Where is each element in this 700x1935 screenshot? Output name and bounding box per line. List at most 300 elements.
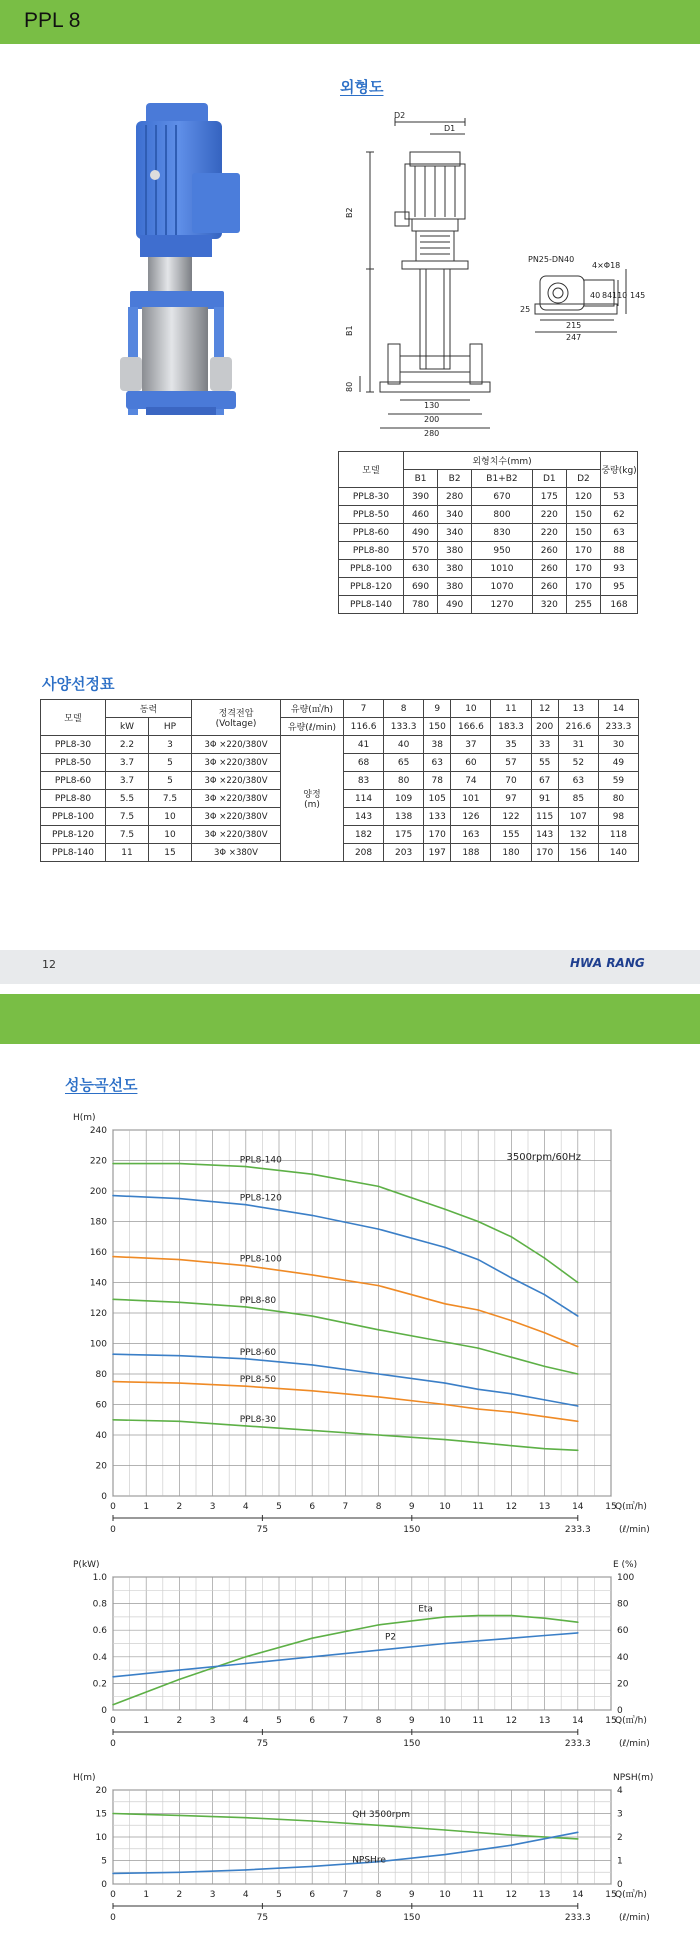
x-axis-label: Q(㎥/h) — [615, 1502, 647, 1512]
table-cell: 280 — [438, 488, 472, 506]
x-tick-label: 15 — [605, 1716, 617, 1726]
y-tick-label: 0 — [101, 1706, 107, 1716]
data-point — [112, 1256, 114, 1258]
table-cell: 260 — [532, 578, 566, 596]
x-tick-label: 10 — [439, 1502, 451, 1512]
x-tick-label: 7 — [342, 1716, 349, 1726]
spec-cell-voltage: 3Φ ×220/380V — [192, 826, 281, 844]
y-tick-label: 1.0 — [92, 1573, 107, 1583]
data-point — [245, 1358, 247, 1360]
data-point — [179, 1259, 181, 1261]
data-point — [311, 1656, 313, 1658]
table-cell: 780 — [404, 596, 438, 614]
head-value: 208 — [344, 844, 384, 862]
table-cell: PPL8-60 — [339, 524, 404, 542]
dim-d1: D1 — [444, 124, 456, 133]
performance-chart-head — [0, 1100, 700, 1540]
table-cell: 150 — [566, 524, 600, 542]
flow-lmin: 116.6 — [344, 718, 384, 736]
table-cell: 260 — [532, 560, 566, 578]
head-value: 156 — [558, 844, 598, 862]
head-value: 80 — [598, 790, 638, 808]
head-value: 170 — [424, 826, 451, 844]
table-cell: 340 — [438, 524, 472, 542]
x-tick-label: 14 — [572, 1890, 584, 1900]
flow-lmin: 216.6 — [558, 718, 598, 736]
flow-m3h: 14 — [598, 700, 638, 718]
data-point — [444, 1829, 446, 1831]
table-cell: 63 — [601, 524, 638, 542]
data-point — [477, 1408, 479, 1410]
x-tick-label: 4 — [242, 1890, 249, 1900]
x-tick-label: 14 — [572, 1502, 584, 1512]
spec-cell-kw: 3.7 — [106, 772, 149, 790]
flow-m3h: 13 — [558, 700, 598, 718]
data-point — [311, 1364, 313, 1366]
dim-25: 25 — [520, 305, 531, 314]
data-point — [112, 1419, 114, 1421]
data-point — [444, 1382, 446, 1384]
y-tick-label: 60 — [95, 1400, 107, 1411]
x-tick-label: 1 — [143, 1716, 150, 1726]
table-cell: 150 — [566, 506, 600, 524]
x-tick-label: 0 — [110, 1716, 116, 1726]
y-tick-label: 220 — [89, 1156, 107, 1167]
head-value: 83 — [344, 772, 384, 790]
x-tick-label: 13 — [538, 1716, 551, 1726]
head-value: 68 — [344, 754, 384, 772]
data-point — [311, 1315, 313, 1317]
spec-cell-kw: 2.2 — [106, 736, 149, 754]
series-label: Eta — [418, 1604, 433, 1615]
head-value: 101 — [451, 790, 491, 808]
table-cell: 380 — [438, 560, 472, 578]
head-label-cell — [281, 736, 344, 862]
series-label: PPL8-30 — [239, 1414, 277, 1425]
y-tick-label: 0.2 — [92, 1679, 107, 1690]
table-cell: 170 — [566, 542, 600, 560]
series-label: QH 3500rpm — [352, 1810, 410, 1821]
head-value: 143 — [344, 808, 384, 826]
dim-b1: B1 — [345, 325, 354, 336]
th-b1: B1 — [404, 470, 438, 488]
table-cell: 340 — [438, 506, 472, 524]
dim-40: 40 — [590, 291, 601, 300]
data-point — [577, 1373, 579, 1375]
x-tick-label: 6 — [309, 1716, 316, 1726]
data-point — [378, 1624, 380, 1626]
table-cell: 380 — [438, 578, 472, 596]
data-point — [112, 1195, 114, 1197]
x2-tick-label: 150 — [403, 1913, 421, 1923]
data-point — [112, 1704, 114, 1706]
table-row — [339, 542, 638, 560]
th-kw: kW — [106, 718, 149, 736]
x-tick-label: 5 — [276, 1716, 282, 1726]
data-point — [311, 1866, 313, 1868]
x-tick-label: 8 — [375, 1502, 382, 1512]
head-value: 38 — [424, 736, 451, 754]
x-tick-label: 3 — [209, 1890, 216, 1900]
data-point — [245, 1869, 247, 1871]
data-point — [311, 1390, 313, 1392]
data-point — [311, 1637, 313, 1639]
head-value: 140 — [598, 844, 638, 862]
flow-lmin: 133.3 — [384, 718, 424, 736]
y-right-tick-label: 1 — [617, 1856, 623, 1867]
data-point — [477, 1640, 479, 1642]
flow-m3h: 11 — [491, 700, 531, 718]
data-point — [544, 1635, 546, 1637]
x-axis-label: Q(㎥/h) — [615, 1890, 647, 1900]
data-point — [179, 1679, 181, 1681]
data-point — [378, 1186, 380, 1188]
data-point — [112, 1381, 114, 1383]
flow-lmin: 233.3 — [598, 718, 638, 736]
table-cell: 220 — [532, 524, 566, 542]
x-tick-label: 8 — [375, 1890, 382, 1900]
flow-lmin: 166.6 — [451, 718, 491, 736]
y-tick-label: 240 — [89, 1126, 107, 1136]
page-title: PPL 8 — [24, 9, 81, 32]
x-tick-label: 7 — [342, 1502, 349, 1512]
table-cell: 380 — [438, 542, 472, 560]
spec-cell-hp: 3 — [149, 736, 192, 754]
data-point — [179, 1669, 181, 1671]
data-point — [444, 1854, 446, 1856]
x-tick-label: 8 — [375, 1716, 382, 1726]
data-point — [444, 1616, 446, 1618]
data-point — [311, 1430, 313, 1432]
head-value: 70 — [491, 772, 531, 790]
head-label: 양정 — [303, 790, 321, 800]
table-row — [339, 506, 638, 524]
head-value: 63 — [558, 772, 598, 790]
head-value: 78 — [424, 772, 451, 790]
drawing-labels — [345, 111, 645, 438]
flow-lmin: 200 — [531, 718, 558, 736]
table-cell: PPL8-140 — [339, 596, 404, 614]
data-point — [311, 1215, 313, 1217]
x-tick-label: 14 — [572, 1716, 584, 1726]
table-cell: 255 — [566, 596, 600, 614]
data-point — [245, 1265, 247, 1267]
head-value: 35 — [491, 736, 531, 754]
dim-d2: D2 — [394, 111, 406, 120]
x-tick-label: 10 — [439, 1716, 451, 1726]
data-point — [378, 1649, 380, 1651]
header-bar-2 — [0, 994, 700, 1044]
table-cell: PPL8-120 — [339, 578, 404, 596]
th-hp: HP — [149, 718, 192, 736]
table-cell: 88 — [601, 542, 638, 560]
spec-cell-model: PPL8-140 — [41, 844, 106, 862]
data-point — [444, 1341, 446, 1343]
data-point — [444, 1209, 446, 1211]
head-value: 118 — [598, 826, 638, 844]
dim-b2: B2 — [345, 207, 354, 218]
x2-axis-label: (ℓ/min) — [619, 1913, 650, 1923]
th-spec-model: 모델 — [41, 700, 106, 736]
x2-tick-label: 75 — [256, 1913, 269, 1923]
y-right-axis-label: E (%) — [613, 1560, 638, 1570]
data-point — [577, 1449, 579, 1451]
data-point — [477, 1347, 479, 1349]
data-point — [378, 1373, 380, 1375]
x-tick-label: 6 — [309, 1502, 316, 1512]
y-axis-label: H(m) — [73, 1113, 96, 1123]
data-point — [511, 1834, 513, 1836]
y-axis-label: P(kW) — [73, 1560, 100, 1570]
x-tick-label: 13 — [538, 1502, 551, 1512]
head-value: 122 — [491, 808, 531, 826]
series-label: PPL8-140 — [239, 1155, 282, 1166]
x-tick-label: 4 — [242, 1502, 249, 1512]
section-title-dimensions: 외형도 — [340, 78, 384, 96]
head-value: 60 — [451, 754, 491, 772]
spec-cell-kw: 7.5 — [106, 808, 149, 826]
x2-tick-label: 0 — [110, 1739, 116, 1749]
x-tick-label: 12 — [505, 1502, 518, 1512]
head-value: 170 — [531, 844, 558, 862]
data-point — [477, 1442, 479, 1444]
table-cell: 950 — [472, 542, 533, 560]
dim-215: 215 — [566, 321, 582, 330]
th-flow-m3h: 유량(㎥/h) — [281, 700, 344, 718]
data-point — [544, 1294, 546, 1296]
x-tick-label: 1 — [143, 1502, 150, 1512]
th-voltage: 정격전압 (Voltage) — [192, 700, 281, 736]
table-row — [339, 488, 638, 506]
hole-label: 4×Φ18 — [592, 261, 621, 270]
spec-cell-kw: 7.5 — [106, 826, 149, 844]
head-value: 133 — [424, 808, 451, 826]
table-cell: 1070 — [472, 578, 533, 596]
x-tick-label: 0 — [110, 1502, 116, 1512]
series-label: PPL8-120 — [239, 1193, 282, 1204]
data-point — [477, 1309, 479, 1311]
data-point — [544, 1366, 546, 1368]
head-value: 80 — [384, 772, 424, 790]
data-point — [378, 1285, 380, 1287]
table-cell: 93 — [601, 560, 638, 578]
data-point — [245, 1166, 247, 1168]
data-point — [544, 1332, 546, 1334]
table-cell: 320 — [532, 596, 566, 614]
head-value: 188 — [451, 844, 491, 862]
table-cell: 830 — [472, 524, 533, 542]
table-cell: 490 — [438, 596, 472, 614]
y-tick-label: 80 — [95, 1370, 107, 1380]
data-point — [577, 1632, 579, 1634]
x2-axis-label: (ℓ/min) — [619, 1525, 650, 1535]
spec-cell-voltage: 3Φ ×220/380V — [192, 754, 281, 772]
th-b2: B2 — [438, 470, 472, 488]
data-point — [179, 1302, 181, 1304]
table-cell: 1270 — [472, 596, 533, 614]
data-point — [179, 1163, 181, 1165]
th-d1: D1 — [532, 470, 566, 488]
x-tick-label: 3 — [209, 1716, 216, 1726]
data-point — [311, 1173, 313, 1175]
table-cell: 690 — [404, 578, 438, 596]
table-cell: PPL8-30 — [339, 488, 404, 506]
y-right-tick-label: 40 — [617, 1652, 629, 1663]
y-tick-label: 0.6 — [92, 1626, 107, 1637]
spec-cell-model: PPL8-30 — [41, 736, 106, 754]
head-value: 155 — [491, 826, 531, 844]
table-row — [339, 560, 638, 578]
data-point — [577, 1346, 579, 1348]
spec-cell-voltage: 3Φ ×220/380V — [192, 772, 281, 790]
data-point — [544, 1416, 546, 1418]
y-axis-label: H(m) — [73, 1773, 96, 1783]
flange-label: PN25-DN40 — [528, 255, 575, 264]
series-label: P2 — [385, 1632, 397, 1643]
x-tick-label: 4 — [242, 1716, 249, 1726]
data-point — [444, 1247, 446, 1249]
head-value: 63 — [424, 754, 451, 772]
data-point — [511, 1277, 513, 1279]
dimension-table — [338, 451, 638, 614]
page-number: 12 — [42, 958, 56, 971]
y-tick-label: 180 — [89, 1217, 107, 1228]
data-point — [577, 1832, 579, 1834]
x-tick-label: 13 — [538, 1890, 551, 1900]
data-point — [577, 1838, 579, 1840]
data-point — [544, 1257, 546, 1259]
spec-cell-voltage: 3Φ ×220/380V — [192, 808, 281, 826]
th-dims: 외형치수(mm) — [404, 452, 601, 470]
chart-annotation: 3500rpm/60Hz — [506, 1152, 581, 1163]
data-point — [245, 1425, 247, 1427]
head-value: 40 — [384, 736, 424, 754]
x2-tick-label: 75 — [256, 1739, 269, 1749]
table-cell: 570 — [404, 542, 438, 560]
y-right-tick-label: 60 — [617, 1626, 629, 1637]
data-point — [511, 1393, 513, 1395]
y-tick-label: 0 — [101, 1492, 107, 1502]
x-tick-label: 2 — [176, 1890, 183, 1900]
table-row — [339, 578, 638, 596]
data-point — [245, 1306, 247, 1308]
head-value: 163 — [451, 826, 491, 844]
table-cell: PPL8-100 — [339, 560, 404, 578]
performance-chart-power — [0, 1550, 700, 1760]
x-tick-label: 7 — [342, 1890, 349, 1900]
data-point — [477, 1388, 479, 1390]
table-cell: 170 — [566, 560, 600, 578]
y-right-tick-label: 3 — [617, 1809, 623, 1820]
head-value: 180 — [491, 844, 531, 862]
head-value: 132 — [558, 826, 598, 844]
section-title-curves: 성능곡선도 — [65, 1076, 138, 1094]
data-point — [511, 1445, 513, 1447]
head-value: 203 — [384, 844, 424, 862]
table-cell: 120 — [566, 488, 600, 506]
data-point — [311, 1820, 313, 1822]
table-cell: 260 — [532, 542, 566, 560]
y-right-tick-label: 80 — [617, 1599, 629, 1610]
y-tick-label: 0 — [101, 1880, 107, 1890]
spec-cell-kw: 5.5 — [106, 790, 149, 808]
th-weight: 중량(kg) — [601, 452, 638, 488]
data-point — [544, 1448, 546, 1450]
table-cell: 630 — [404, 560, 438, 578]
data-point — [378, 1329, 380, 1331]
spec-cell-model: PPL8-50 — [41, 754, 106, 772]
x-tick-label: 2 — [176, 1502, 183, 1512]
flow-m3h: 9 — [424, 700, 451, 718]
y-tick-label: 100 — [89, 1339, 107, 1350]
data-point — [511, 1320, 513, 1322]
table-cell: 390 — [404, 488, 438, 506]
data-point — [179, 1355, 181, 1357]
x-tick-label: 1 — [143, 1890, 150, 1900]
data-point — [444, 1303, 446, 1305]
y-right-tick-label: 4 — [617, 1786, 623, 1796]
x-tick-label: 10 — [439, 1890, 451, 1900]
flow-m3h: 7 — [344, 700, 384, 718]
data-point — [444, 1439, 446, 1441]
table-cell: 170 — [566, 578, 600, 596]
th-power: 동력 — [106, 700, 192, 718]
table-cell: PPL8-50 — [339, 506, 404, 524]
x2-tick-label: 233.3 — [564, 1913, 591, 1923]
head-value: 98 — [598, 808, 638, 826]
data-point — [112, 1676, 114, 1678]
spec-cell-kw: 3.7 — [106, 754, 149, 772]
data-point — [245, 1204, 247, 1206]
spec-cell-voltage: 3Φ ×220/380V — [192, 790, 281, 808]
x2-tick-label: 150 — [403, 1739, 421, 1749]
x-tick-label: 11 — [472, 1502, 484, 1512]
y-tick-label: 140 — [89, 1278, 107, 1289]
x-tick-label: 12 — [505, 1890, 518, 1900]
y-tick-label: 0.8 — [92, 1599, 107, 1610]
y-tick-label: 120 — [89, 1309, 107, 1319]
head-value: 85 — [558, 790, 598, 808]
dim-130: 130 — [424, 401, 440, 410]
dim-80: 80 — [345, 381, 354, 392]
x2-tick-label: 233.3 — [564, 1739, 591, 1749]
y-tick-label: 200 — [89, 1187, 107, 1197]
y-right-tick-label: 20 — [617, 1679, 629, 1690]
data-point — [544, 1617, 546, 1619]
dimension-drawing — [340, 104, 650, 444]
data-point — [112, 1353, 114, 1355]
table-cell: PPL8-80 — [339, 542, 404, 560]
head-value: 49 — [598, 754, 638, 772]
head-value: 52 — [558, 754, 598, 772]
head-value: 57 — [491, 754, 531, 772]
series-label: PPL8-50 — [239, 1375, 277, 1386]
y-tick-label: 0.4 — [92, 1652, 107, 1663]
data-point — [477, 1615, 479, 1617]
data-point — [378, 1434, 380, 1436]
data-point — [444, 1643, 446, 1645]
head-value: 41 — [344, 736, 384, 754]
y-tick-label: 20 — [95, 1461, 107, 1472]
data-point — [245, 1663, 247, 1665]
series-label: PPL8-100 — [239, 1254, 282, 1265]
y-tick-label: 5 — [101, 1856, 107, 1867]
data-point — [511, 1236, 513, 1238]
data-point — [477, 1259, 479, 1261]
spec-table — [40, 699, 639, 862]
x-tick-label: 11 — [472, 1890, 484, 1900]
table-cell: 168 — [601, 596, 638, 614]
